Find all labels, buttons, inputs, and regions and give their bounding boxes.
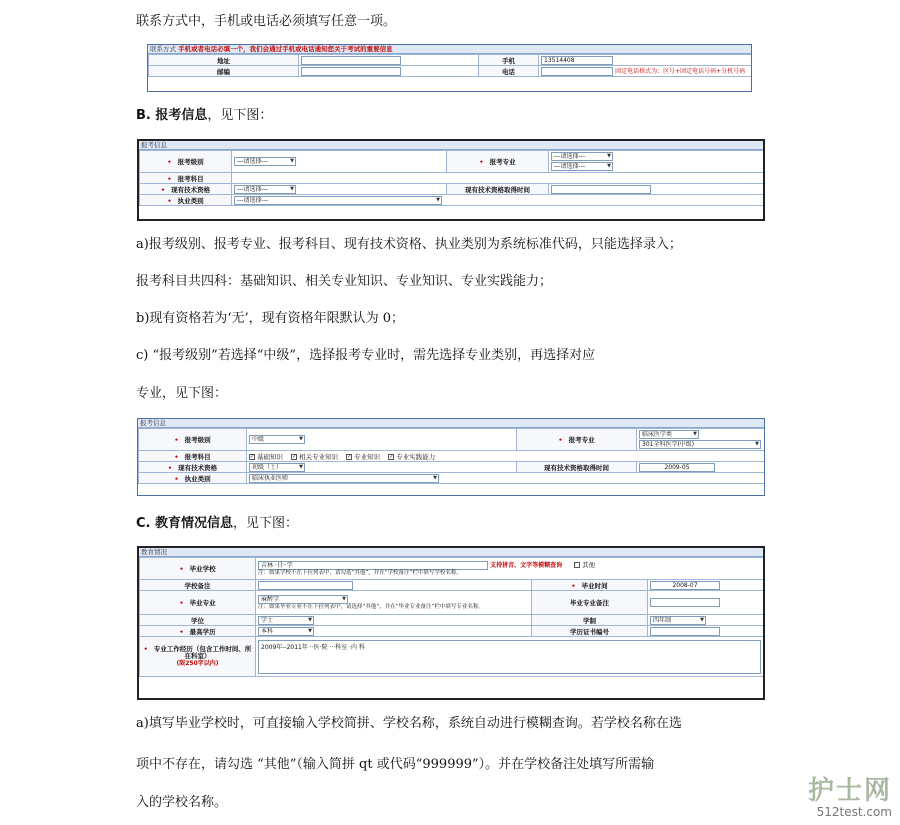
- exam-level-select[interactable]: ---请选择--- ▼: [234, 157, 296, 166]
- education-form-screenshot: [137, 546, 765, 700]
- site-watermark: [808, 777, 892, 819]
- grad-time-label: 毕业时间: [581, 581, 608, 590]
- postcode-label: 邮编: [149, 66, 299, 77]
- grad-time-input[interactable]: 2008-07: [650, 581, 720, 590]
- note-school-line3: 入的学校名称。: [136, 795, 228, 810]
- cert-no-input[interactable]: [650, 627, 720, 636]
- school-input[interactable]: 吉林 ·日··学: [258, 561, 488, 570]
- address-label: 地址: [149, 55, 299, 66]
- note-a-line1: a)报考级别、报考专业、报考科目、现有技术资格、执业类别为系统标准代码，只能选择录入；: [136, 237, 682, 252]
- exam-form-screenshot-empty: [137, 139, 765, 221]
- school-other-checkbox[interactable]: [574, 562, 580, 568]
- note-c-line2: 专业，见下图：: [136, 386, 228, 401]
- watermark-brand: 护士网: [807, 776, 892, 806]
- note-a-line2: 报考科目共四科：基础知识、相关专业知识、专业知识、专业实践能力；: [136, 274, 553, 289]
- work-history-label: 专业工作经历（包含工作时间、所在科室）: [153, 645, 252, 660]
- section-c-heading: C. 教育情况信息，见下图：: [136, 516, 299, 531]
- school-other-label: 其他: [582, 561, 596, 570]
- practice-type-select-filled[interactable]: 临床执业医师 ▼: [249, 474, 439, 483]
- education-form-header: 教育情况: [139, 548, 763, 557]
- grad-major-label: 毕业专业: [189, 599, 216, 607]
- subject-checkbox[interactable]: ✓: [292, 453, 297, 460]
- school-label: 毕业学校: [189, 565, 216, 573]
- edu-level-label: 最高学历: [189, 627, 216, 636]
- work-history-limit: (限250字以内): [176, 660, 219, 667]
- cert-no-label: 学历证书编号: [532, 626, 648, 637]
- current-qual-label: 现有技术资格: [171, 185, 211, 194]
- degree-select[interactable]: 学士 ▼: [258, 616, 314, 625]
- mobile-label: 手机: [479, 55, 539, 66]
- school-remark-input[interactable]: [258, 581, 353, 590]
- exam-major-select[interactable]: ---请选择--- ▼: [551, 162, 613, 171]
- exam-table-filled: • 报考级别 中级 ▼ • 报考专业 临床医学类 ▼ 301全科医学(中级) ▼ • 报考科目 ✓ 基础知识 ✓ 相关专业知识 ✓ 专业知识 ✓ 专业实践能力 • 现有技术资格 初级（士） ▼ 现有技术资格取得时间 2009-05 • 执业类别 临床执业医师 ▼: [138, 428, 765, 484]
- study-system-label: 学制: [532, 615, 648, 626]
- postcode-input[interactable]: [301, 67, 401, 76]
- mobile-input[interactable]: 13514408: [541, 56, 613, 65]
- work-history-textarea[interactable]: 2009年--2011年 ··医·院 ···科室 ·内 科: [258, 640, 761, 674]
- current-qual-select[interactable]: ---请选择--- ▼: [234, 185, 296, 194]
- note-school-line1: a)填写毕业学校时，可直接输入学校简拼、学校名称，系统自动进行模糊查询。若学校名称在选: [136, 716, 682, 731]
- study-system-select[interactable]: 四年制 ▼: [650, 616, 706, 625]
- phone-format-note: 固定电话格式为：区号+固定电话号码+分机号码: [615, 68, 746, 76]
- phone-input[interactable]: [541, 67, 613, 76]
- contact-form-screenshot: [147, 44, 752, 92]
- qual-time-label: 现有技术资格取得时间: [447, 184, 549, 195]
- major-remark-label: 毕业专业备注: [532, 591, 648, 615]
- school-note: 注：如果学校不在下拉列表中，请勾选“其他”，并在“学校备注”栏中填写学校名称。: [258, 569, 462, 576]
- exam-form-screenshot-filled: [137, 418, 765, 496]
- grad-major-note: 注：如果毕业专业不在下拉列表中，请选择“其他”，并在“毕业专业备注”栏中填写专业名称。: [258, 603, 484, 610]
- exam-subjects-label-filled: 报考科目: [184, 452, 211, 461]
- qual-time-input[interactable]: [551, 185, 651, 194]
- practice-type-label-filled: 执业类别: [184, 474, 211, 483]
- exam-level-label: 报考级别: [177, 158, 204, 166]
- note-school-line2: 项中不存在，请勾选 “其他”（输入简拼 qt 或代码“999999”）。并在学校备注处填写所需输: [136, 757, 655, 772]
- practice-type-label: 执业类别: [177, 196, 204, 205]
- qual-time-label-filled: 现有技术资格取得时间: [517, 462, 637, 473]
- address-input[interactable]: [301, 56, 401, 65]
- contact-table: [148, 54, 752, 77]
- school-search-hint: 支持拼音、文字等模糊查询: [490, 562, 563, 570]
- current-qual-select-filled[interactable]: 初级（士） ▼: [249, 463, 305, 472]
- exam-level-label-filled: 报考级别: [184, 436, 211, 444]
- major-remark-input[interactable]: [650, 598, 720, 607]
- subject-checkbox[interactable]: ✓: [347, 453, 352, 460]
- exam-major-category-select[interactable]: ---请选择--- ▼: [551, 152, 613, 161]
- school-remark-label: 学校备注: [140, 580, 256, 591]
- edu-level-select[interactable]: 本科 ▼: [258, 627, 314, 636]
- grad-major-select[interactable]: 麻醉学 ▼: [258, 595, 348, 604]
- education-table: • 毕业学校 吉林 ·日··学 支持拼音、文字等模糊查询 其他 注：如果学校不在下拉列表中，请勾选“其他”，并在“学校备注”栏中填写学校名称。 学校备注 • 毕业时间 2008-07 • 毕业专业 麻醉学 ▼ 注：如果毕业专业不在下拉列表中，请选择“其他”，并在“毕业专业备注”栏中填写专业名称。 毕业专业备注 学位 学士 ▼ 学制 四年制 ▼ • 最高学历 本科 ▼ 学历证书编号 • 专业工作经历（包含工作时间、所在科室） (限250字以内) 2009年--2011年 ··医·院 ···科室 ·内 科: [139, 557, 764, 677]
- exam-level-select-filled[interactable]: 中级 ▼: [249, 435, 305, 444]
- exam-subjects-label: 报考科目: [177, 174, 204, 183]
- exam-major-label: 报考专业: [489, 158, 516, 166]
- current-qual-label-filled: 现有技术资格: [178, 463, 218, 472]
- watermark-site: 512test.com: [816, 805, 892, 819]
- exam-form-header-filled: 报考信息: [138, 419, 764, 428]
- paragraph-contact-rule: 联系方式中，手机或电话必须填写任意一项。: [136, 14, 397, 29]
- section-b-heading: B. 报考信息，见下图：: [136, 108, 273, 123]
- note-c-line1: c) “报考级别”若选择“中级”，选择报考专业时，需先选择专业类别，再选择对应: [136, 348, 596, 363]
- contact-required-note: 手机或者电话必填一个，我们会通过手机或电话通知您关于考试的重要信息: [178, 45, 393, 53]
- phone-label: 电话: [479, 66, 539, 77]
- major-category-select-filled[interactable]: 临床医学类 ▼: [639, 430, 699, 439]
- note-b: b)现有资格若为‘无’，现有资格年限默认为 0；: [136, 311, 405, 326]
- exam-major-label-filled: 报考专业: [568, 436, 595, 444]
- subject-checkbox[interactable]: ✓: [389, 453, 394, 460]
- major-select-filled[interactable]: 301全科医学(中级) ▼: [639, 440, 761, 449]
- subject-checkbox[interactable]: ✓: [250, 453, 255, 460]
- contact-form-header: 联系方式 手机或者电话必填一个，我们会通过手机或电话通知您关于考试的重要信息: [148, 45, 751, 54]
- exam-table-empty: • 报考级别 ---请选择--- ▼ • 报考专业 ---请选择--- ▼ ---请选择--- ▼ • 报考科目 • 现有技术资格 ---请选择--- ▼ 现有技术资格取得时间 • 执业类别 ---请选择--- ▼: [139, 150, 764, 206]
- qual-time-input-filled[interactable]: 2009-05: [639, 463, 715, 472]
- exam-form-header: 报考信息: [139, 141, 763, 150]
- practice-type-select[interactable]: ---请选择--- ▼: [234, 196, 442, 205]
- degree-label: 学位: [140, 615, 256, 626]
- subjects-checkbox-group: ✓ 基础知识 ✓ 相关专业知识 ✓ 专业知识 ✓ 专业实践能力: [247, 451, 766, 462]
